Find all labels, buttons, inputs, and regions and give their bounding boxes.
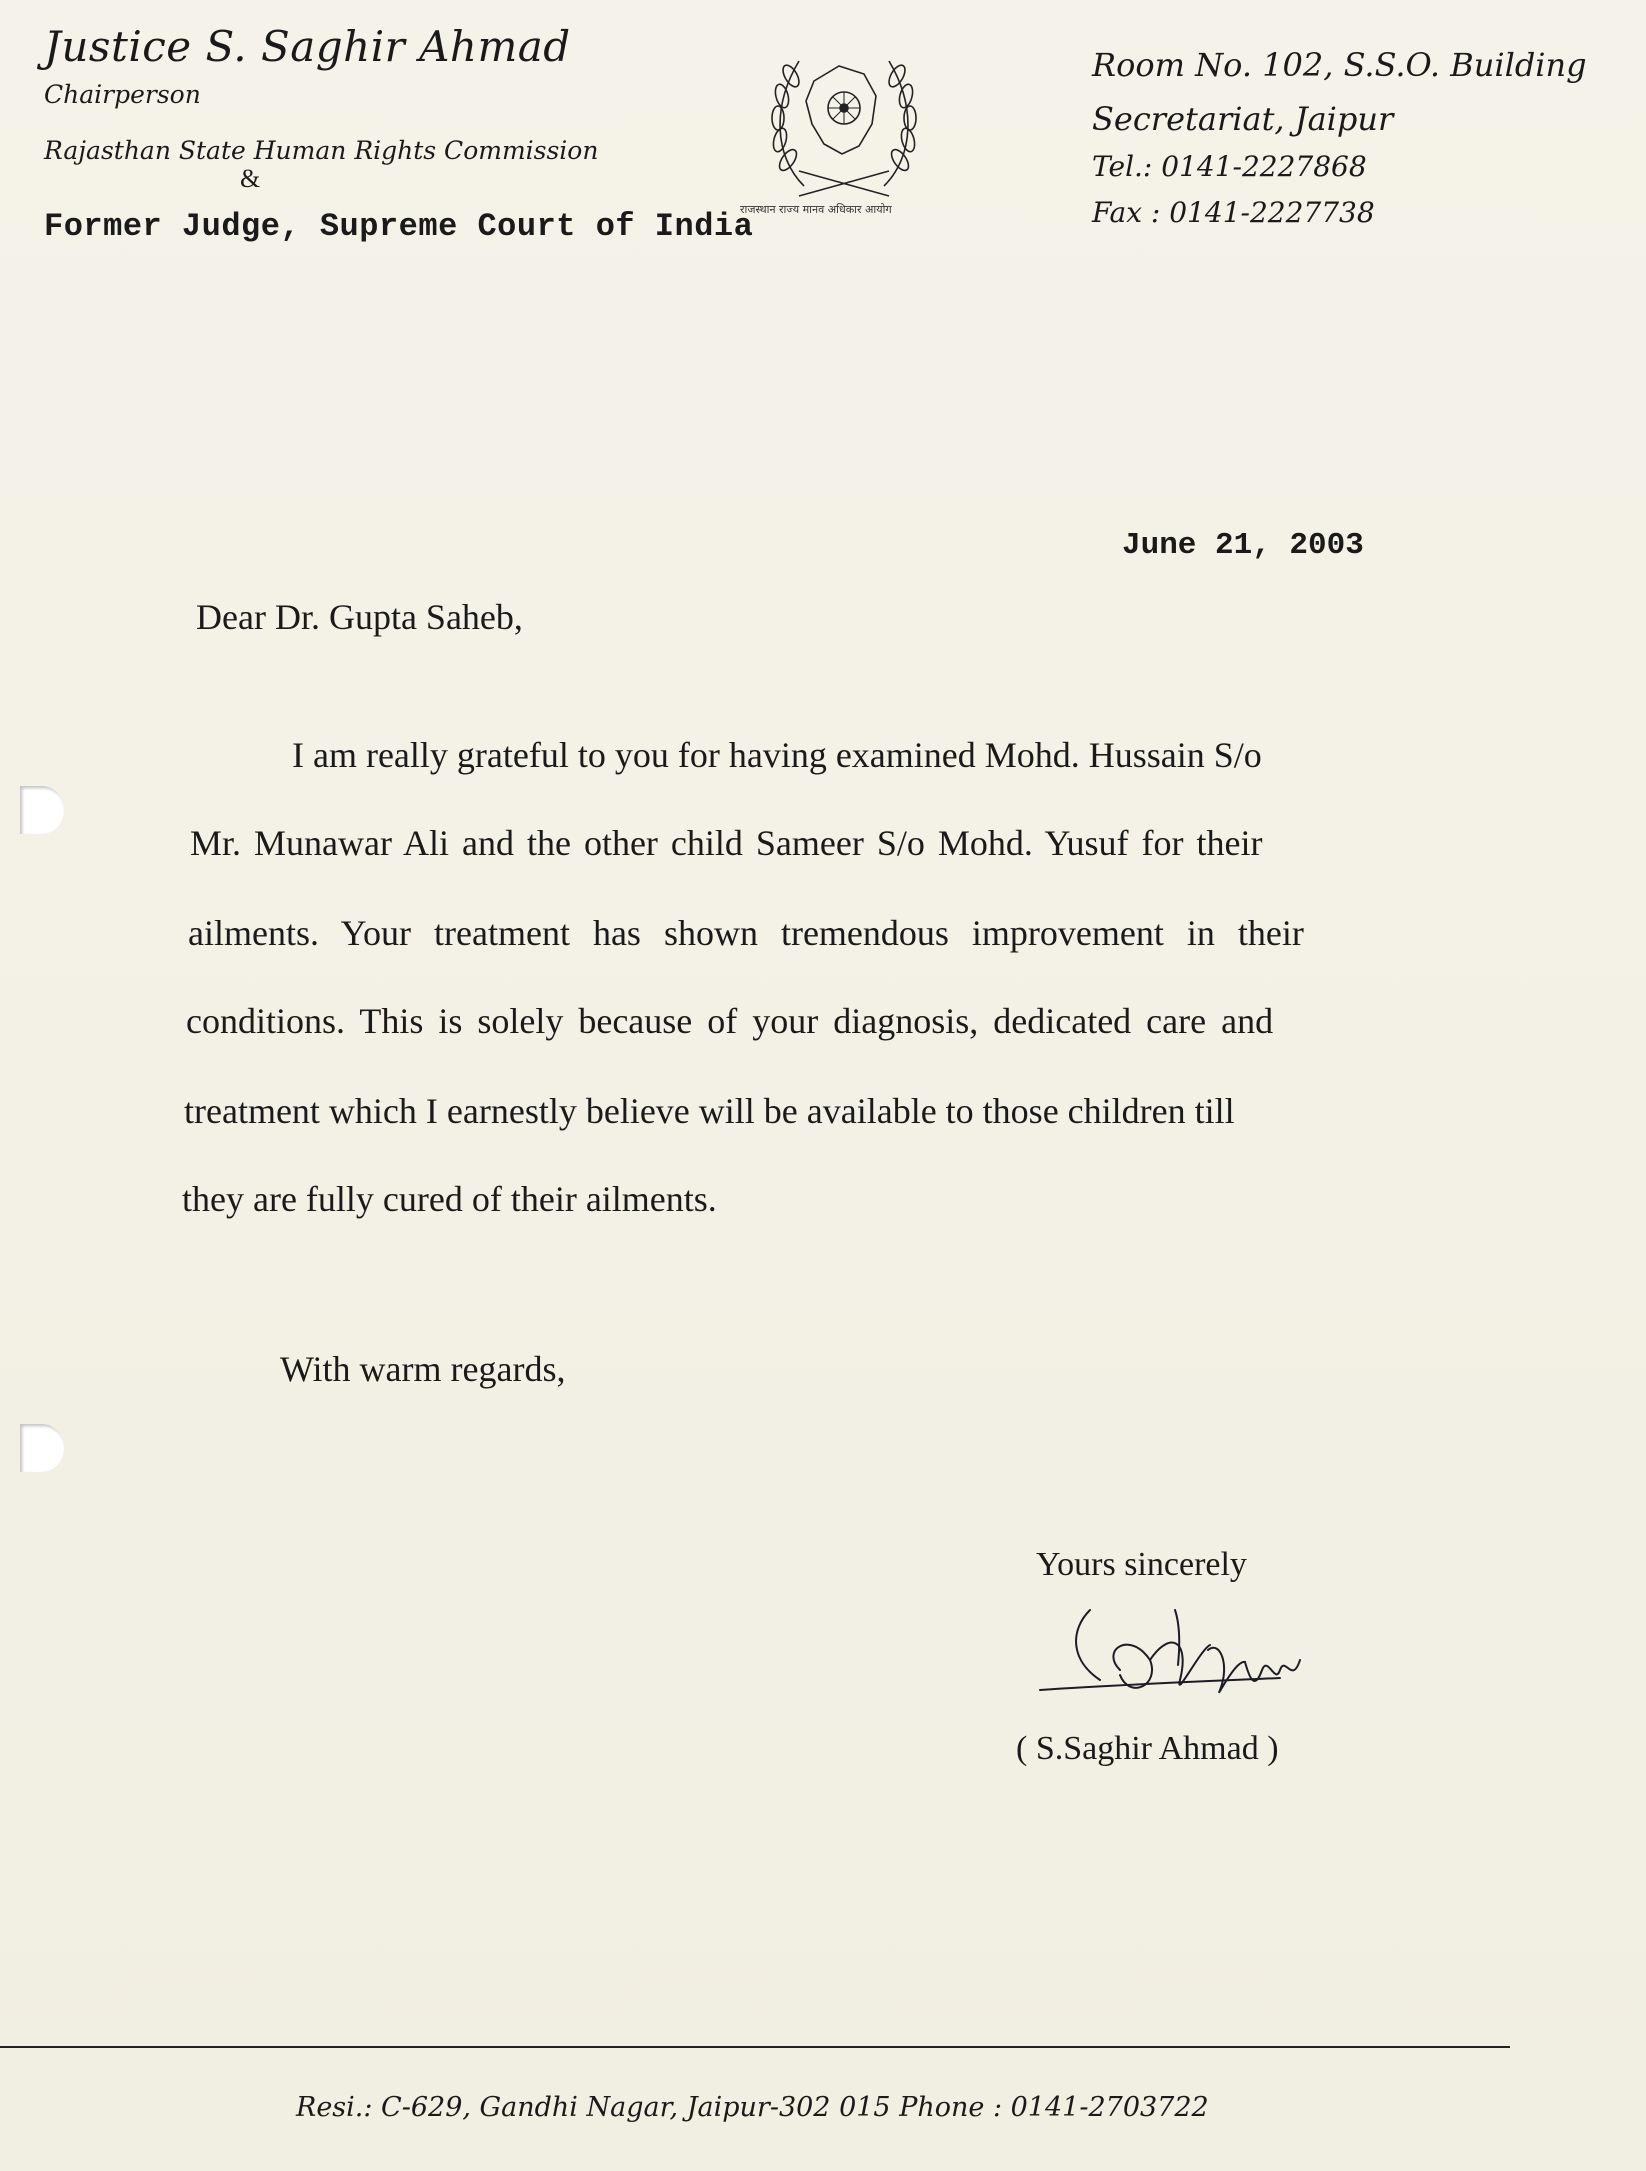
footer-address: Resi.: C-629, Gandhi Nagar, Jaipur-302 015 Phone : 0141-2703722 bbox=[296, 2092, 1209, 2123]
punch-hole bbox=[20, 1424, 64, 1472]
address-line-1: Room No. 102, S.S.O. Building bbox=[1092, 46, 1587, 84]
valediction: Yours sincerely bbox=[1036, 1546, 1247, 1583]
emblem-caption: राजस्थान राज्य मानव अधिकार आयोग bbox=[740, 203, 892, 216]
body-line: ailments. Your treatment has shown tremendous improvement in their bbox=[188, 913, 1304, 953]
letterhead-ampersand: & bbox=[240, 164, 261, 193]
closing: With warm regards, bbox=[280, 1349, 566, 1389]
handwritten-signature bbox=[1030, 1590, 1340, 1740]
letterhead-former-judge: Former Judge, Supreme Court of India bbox=[44, 208, 754, 245]
body-line: I am really grateful to you for having examined Mohd. Hussain S/o bbox=[292, 735, 1262, 775]
body-line: conditions. This is solely because of your diagnosis, dedicated care and bbox=[186, 1001, 1274, 1041]
fax: Fax : 0141-2227738 bbox=[1092, 196, 1375, 229]
address-line-2: Secretariat, Jaipur bbox=[1092, 100, 1394, 138]
body-line: they are fully cured of their ailments. bbox=[182, 1179, 717, 1219]
letter-date: June 21, 2003 bbox=[1122, 528, 1364, 563]
salutation: Dear Dr. Gupta Saheb, bbox=[196, 597, 523, 637]
body-line: treatment which I earnestly believe will be available to those children till bbox=[184, 1091, 1235, 1131]
commission-emblem-icon bbox=[744, 36, 944, 216]
letterhead-name: Justice S. Saghir Ahmad bbox=[44, 22, 571, 71]
letterhead-role: Chairperson bbox=[44, 80, 201, 109]
footer-divider bbox=[0, 2046, 1510, 2048]
letterhead-commission: Rajasthan State Human Rights Commission bbox=[44, 136, 599, 165]
telephone: Tel.: 0141-2227868 bbox=[1092, 150, 1367, 183]
signatory-name: ( S.Saghir Ahmad ) bbox=[1016, 1730, 1279, 1767]
body-line: Mr. Munawar Ali and the other child Sameer S/o Mohd. Yusuf for their bbox=[190, 823, 1263, 863]
punch-hole bbox=[20, 786, 64, 834]
